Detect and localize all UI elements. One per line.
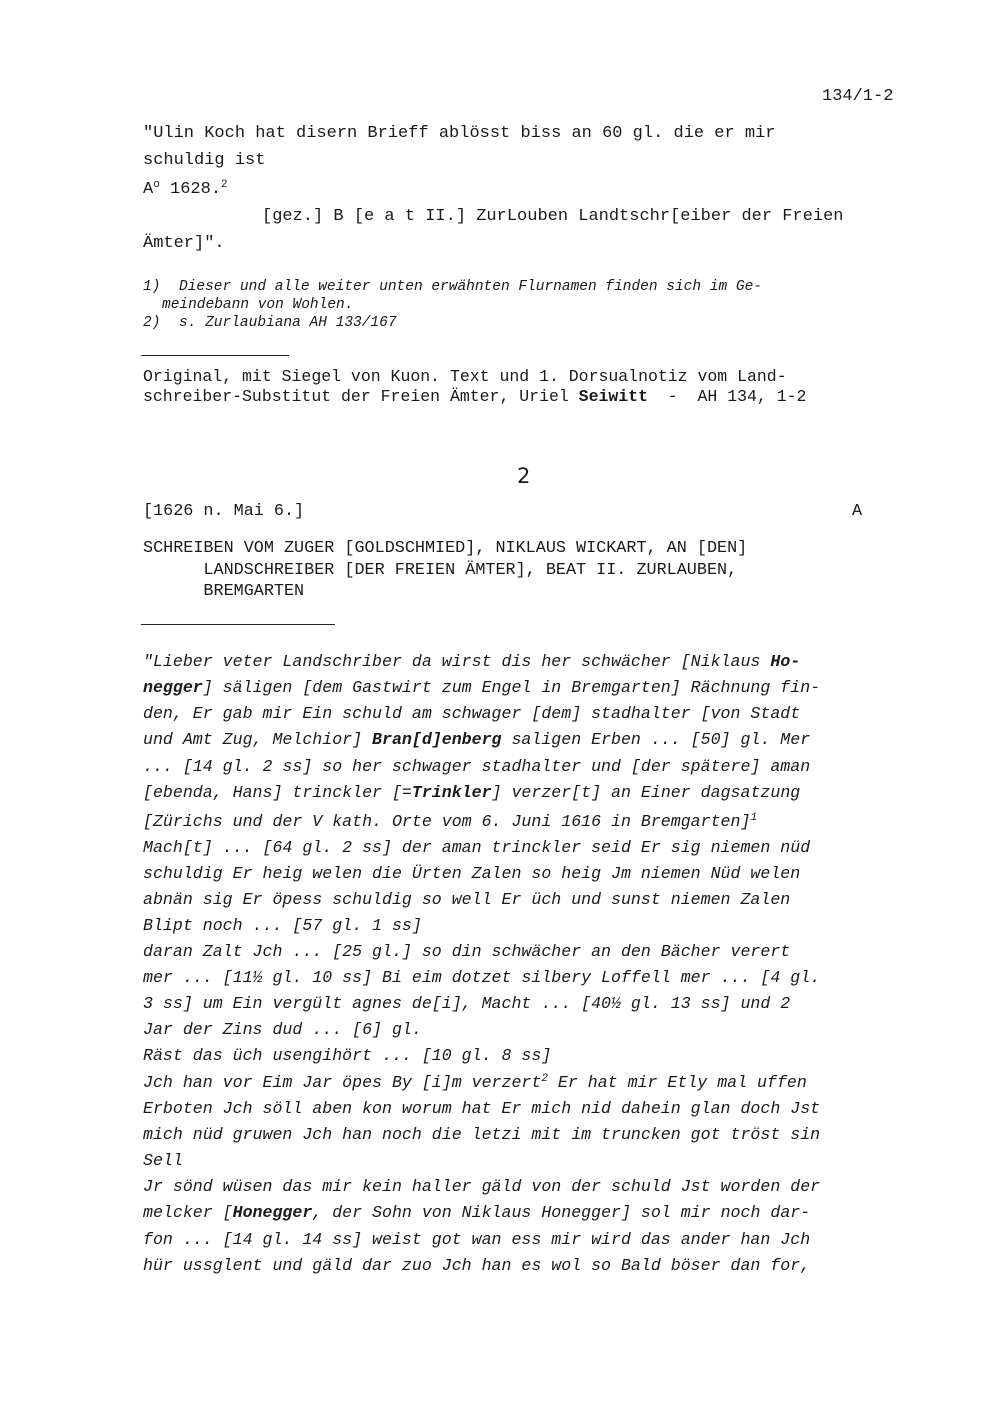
letter-line: mich nüd gruwen Jch han noch die letzi mit im truncken got tröst sin: [143, 1125, 821, 1144]
letter-line: Blipt noch ... [57 gl. 1 ss]: [143, 916, 422, 935]
quote-signature: [gez.] B [e a t II.] ZurLouben Landtschr[eiber der Freien: [262, 207, 844, 226]
letter-line: negger] säligen [dem Gastwirt zum Engel in Bremgarten] Rächnung fin-: [143, 678, 821, 697]
title-rule: [141, 624, 335, 625]
letter-line: Erboten Jch söll aben kon worum hat Er mich nid dahein glan doch Jst: [143, 1099, 821, 1118]
document-label: A: [852, 502, 863, 521]
letter-line: [Zürichs und der V kath. Orte vom 6. Juni 1616 in Bremgarten]$^1$: [143, 812, 758, 831]
footnote-1-text: Dieser und alle weiter unten erwähnten Flurnamen finden sich im Ge-: [179, 279, 762, 295]
letter-line: Jar der Zins dud ... [6] gl.: [143, 1020, 422, 1039]
letter-line: "Lieber veter Landschriber da wirst dis her schwächer [Niklaus Ho-: [143, 652, 801, 671]
quote-line-1: "Ulin Koch hat disern Brieff ablösst biss an 60 gl. die er mir: [143, 124, 776, 143]
footnote-1-num: 1): [143, 279, 161, 295]
letter-line: ... [14 gl. 2 ss] so her schwager stadhalter und [der spätere] aman: [143, 757, 811, 776]
letter-line: abnän sig Er öpess schuldig so well Er üch und sunst niemen Zalen: [143, 890, 791, 909]
quote-end: Ämter]".: [143, 234, 225, 253]
letter-line: den, Er gab mir Ein schuld am schwager [dem] stadhalter [von Stadt: [143, 704, 801, 723]
letter-line: hür ussglent und gäld dar zuo Jch han es wol so Bald böser dan for,: [143, 1256, 811, 1275]
document-date: [1626 n. Mai 6.]: [143, 502, 305, 521]
letter-line: schuldig Er heig welen die Ürten Zalen so heig Jm niemen Nüd welen: [143, 864, 801, 883]
document-title-line-3: BREMGARTEN: [143, 582, 305, 601]
letter-line: melcker [Honegger, der Sohn von Niklaus Honegger] sol mir noch dar-: [143, 1203, 811, 1222]
letter-line: [ebenda, Hans] trinckler [=Trinkler] verzer[t] an Einer dagsatzung: [143, 783, 801, 802]
letter-line: Jch han vor Eim Jar öpes By [i]m verzert$^2$ Er hat mir Etly mal uffen: [143, 1073, 807, 1092]
letter-line: Mach[t] ... [64 gl. 2 ss] der aman trinckler seid Er sig niemen nüd: [143, 838, 811, 857]
document-title-line-2: LANDSCHREIBER [DER FREIEN ÄMTER], BEAT II. ZURLAUBEN,: [143, 561, 738, 580]
source-line-2: schreiber-Substitut der Freien Ämter, Uriel Seiwitt - AH 134, 1-2: [143, 387, 807, 406]
footnote-2-num: 2): [143, 315, 161, 331]
letter-line: Jr sönd wüsen das mir kein haller gäld von der schuld Jst worden der: [143, 1177, 821, 1196]
letter-line: Sell: [143, 1151, 183, 1170]
letter-line: daran Zalt Jch ... [25 gl.] so din schwächer an den Bächer verert: [143, 942, 791, 961]
document-number: 2: [517, 464, 531, 488]
letter-line: 3 ss] um Ein vergült agnes de[i], Macht ... [40½ gl. 13 ss] und 2: [143, 994, 791, 1013]
footnote-1-text-cont: meindebann von Wohlen.: [162, 297, 354, 313]
letter-line: und Amt Zug, Melchior] Bran[d]enberg saligen Erben ... [50] gl. Mer: [143, 730, 811, 749]
document-title-line-1: SCHREIBEN VOM ZUGER [GOLDSCHMIED], NIKLAUS WICKART, AN [DEN]: [143, 539, 748, 558]
letter-line: Räst das üch usengihört ... [10 gl. 8 ss]: [143, 1046, 552, 1065]
footnote-2-text: s. Zurlaubiana AH 133/167: [179, 315, 397, 331]
quote-year: $A^o$ 1628.$^2$: [143, 179, 228, 199]
page-number: 134/1-2: [822, 87, 894, 106]
letter-line: fon ... [14 gl. 14 ss] weist got wan ess mir wird das ander han Jch: [143, 1230, 811, 1249]
letter-line: mer ... [11½ gl. 10 ss] Bi eim dotzet silbery Loffell mer ... [4 gl.: [143, 968, 821, 987]
source-line-1: Original, mit Siegel von Kuon. Text und 1. Dorsualnotiz vom Land-: [143, 367, 787, 386]
quote-line-2: schuldig ist: [143, 151, 266, 170]
separator-rule: [141, 355, 289, 356]
